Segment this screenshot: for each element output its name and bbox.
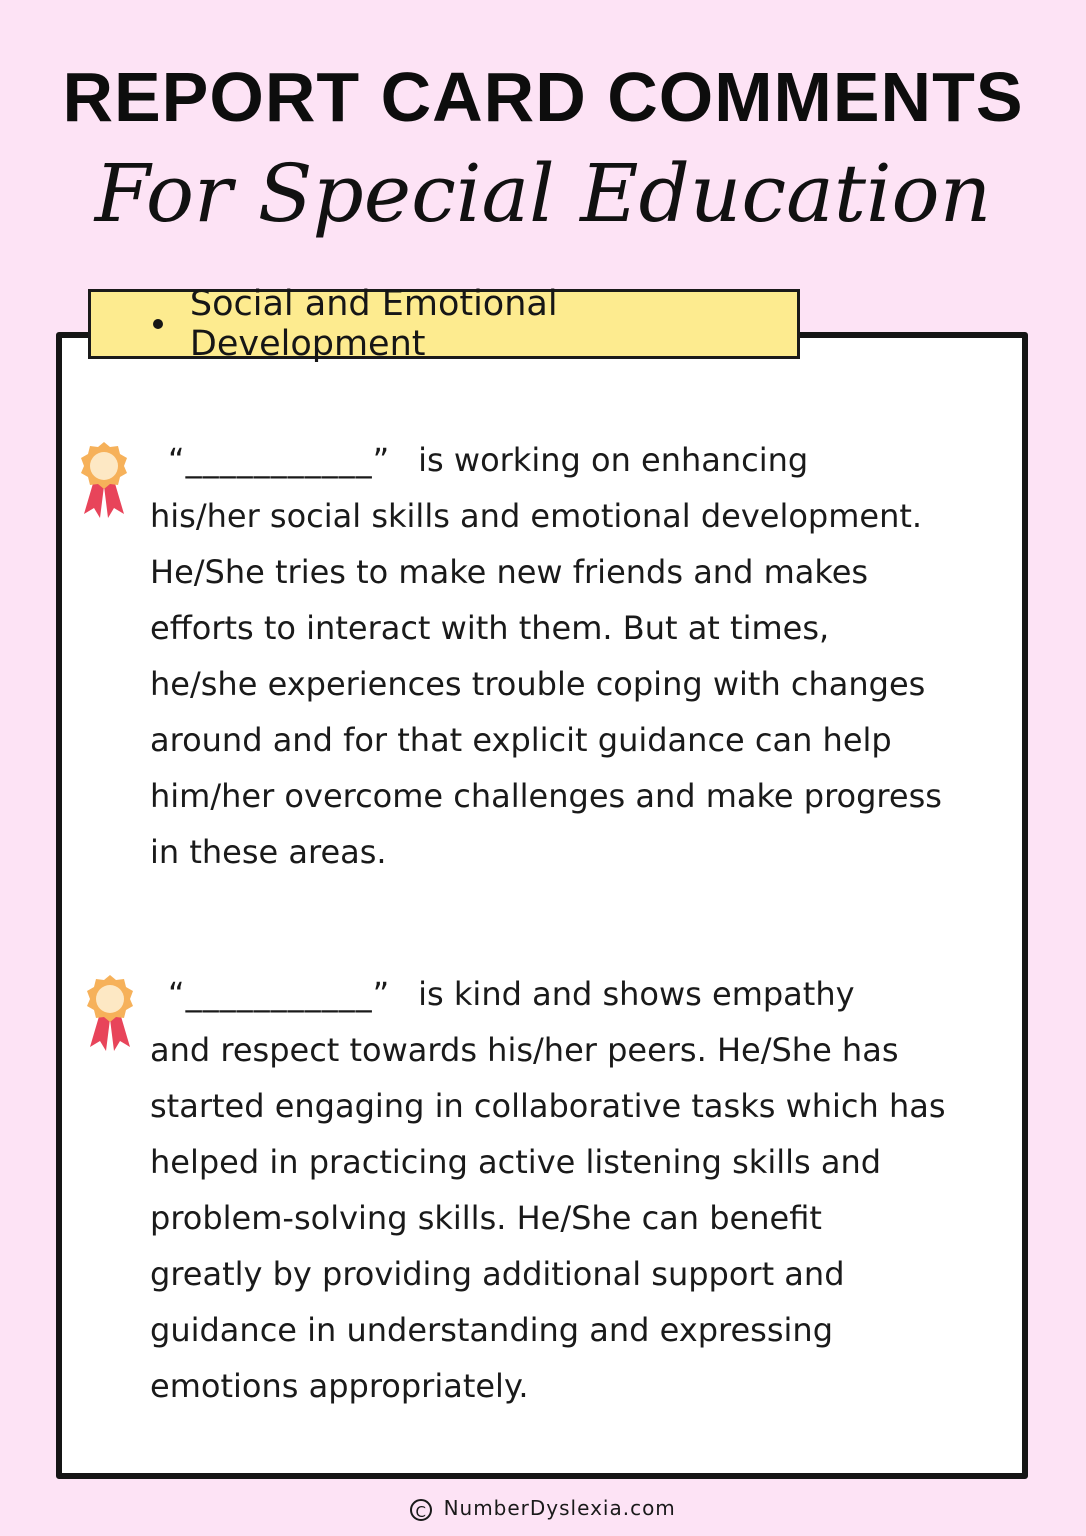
- name-blank: “___________”: [168, 441, 391, 479]
- award-ribbon-icon: [80, 973, 140, 1053]
- section-tab: [88, 284, 800, 364]
- comment-lead: is working on enhancing: [418, 441, 809, 479]
- footer: [0, 1496, 1086, 1521]
- comment-1: [150, 432, 980, 880]
- comment-body: and respect towards his/her peers. He/She has started engaging in collaborative tasks which has helped in practicing active listening skills and problem-solving skills. He/She can benefit greatly by providing additional support and guidance in understanding and expressing emotions appropriately.: [150, 1031, 946, 1405]
- page-subtitle: For Special Education: [94, 147, 992, 240]
- name-blank: “___________”: [168, 975, 391, 1013]
- footer-site: NumberDyslexia.com: [443, 1496, 676, 1520]
- section-label: Social and Emotional Development: [189, 284, 558, 364]
- copyright-icon: C: [410, 1499, 432, 1521]
- comment-2: [150, 966, 980, 1414]
- award-ribbon-icon: [74, 440, 134, 520]
- comment-body: his/her social skills and emotional development. He/She tries to make new friends and makes efforts to interact with them. But at times, he/she experiences trouble coping with changes around and for that explicit guidance can help him/her overcome challenges and make progress in these areas.: [150, 497, 942, 871]
- page-title: REPORT CARD COMMENTS: [62, 58, 1024, 136]
- bullet-icon: [153, 319, 163, 329]
- comment-lead: is kind and shows empathy: [418, 975, 855, 1013]
